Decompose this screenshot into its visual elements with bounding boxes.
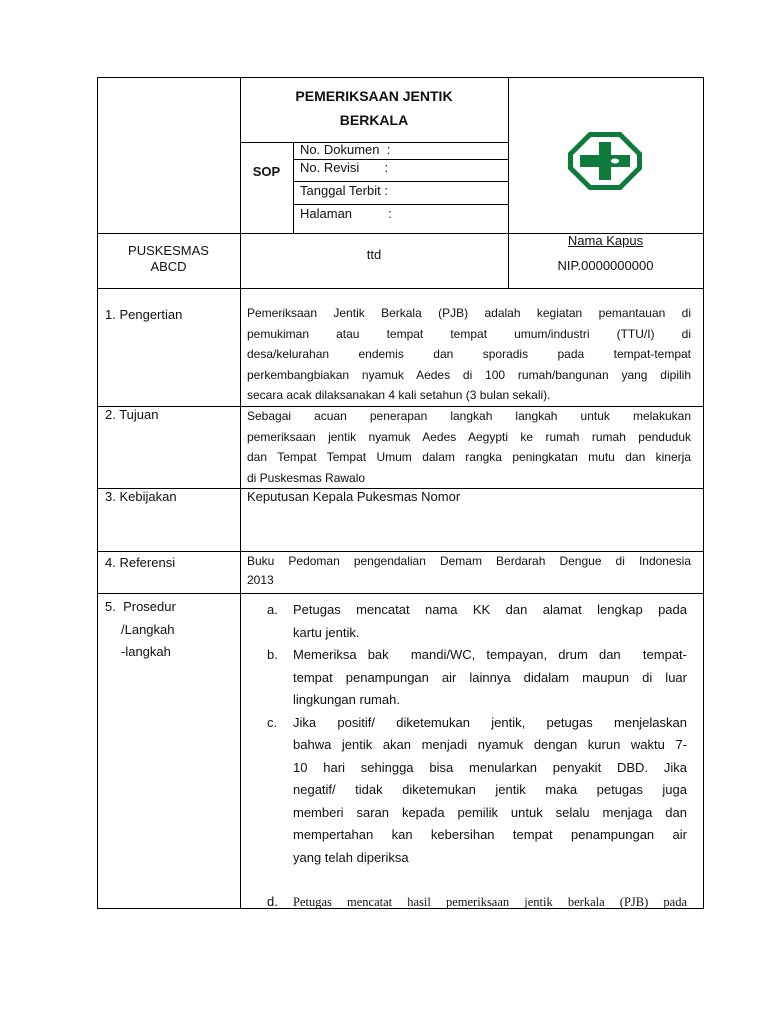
- doc-field-line-3: [293, 204, 508, 205]
- prosedur-item-line: memberi saran kepada pemilik untuk selalu menjaga dan: [293, 804, 687, 820]
- prosedur-item-b: [267, 644, 687, 712]
- tujuan-line-4: di Puskesmas Rawalo: [247, 470, 366, 485]
- doc-field-no-revisi: No. Revisi :: [300, 160, 389, 175]
- pengertian-line-4: perkembangbiakan nyamuk Aedes di 100 rumah/bangunan yang dipilih: [247, 367, 691, 382]
- prosedur-item-line: negatif/ tidak diketemukan jentik maka petugas juga: [293, 782, 687, 797]
- prosedur-item-d: [267, 891, 687, 914]
- pengertian-line-5: secara acak dilaksanakan 4 kali setahun (3 bulan sekali).: [247, 388, 551, 402]
- table-border-org-bottom: [97, 288, 704, 289]
- prosedur-item-line: 10 hari sehingga bisa menularkan penyakit DBD. Jika: [293, 759, 687, 775]
- doc-field-tanggal-terbit: Tanggal Terbit :: [300, 183, 388, 198]
- table-border-top: [97, 77, 704, 78]
- pengertian-line-1: Pemeriksaan Jentik Berkala (PJB) adalah kegiatan pemantauan di: [247, 306, 691, 320]
- tujuan-line-2: pemeriksaan jentik nyamuk Aedes Aegypti ke rumah rumah penduduk: [247, 429, 691, 444]
- prosedur-item-line: Petugas mencatat nama KK dan alamat lengkap pada: [293, 602, 687, 617]
- prosedur-list: [267, 599, 687, 914]
- head-nip: NIP.0000000000: [557, 258, 654, 273]
- prosedur-item-a: [267, 599, 687, 644]
- section-label-referensi: 4. Referensi: [105, 555, 176, 570]
- document-title-line-1: PEMERIKSAAN JENTIK: [295, 88, 453, 104]
- pengertian-line-3: desa/kelurahan endemis dan sporadis pada tempat-tempat: [247, 347, 691, 361]
- org-name: [97, 243, 240, 275]
- prosedur-item-marker: a.: [267, 602, 278, 617]
- referensi-line-2: 2013: [247, 573, 274, 587]
- section-label-pengertian: 1. Pengertian: [105, 307, 183, 322]
- section-body-kebijakan: Keputusan Kepala Pukesmas Nomor: [247, 489, 461, 504]
- prosedur-label-line-2: /Langkah: [121, 621, 175, 637]
- tujuan-line-1: Sebagai acuan penerapan langkah langkah untuk melakukan: [247, 409, 691, 423]
- section-label-tujuan: 2. Tujuan: [105, 407, 159, 422]
- puskesmas-cross-logo-icon: [567, 131, 643, 191]
- prosedur-item-line: mempertahan kan kebersihan tempat penampungan air: [293, 827, 687, 842]
- prosedur-label-line-3: -langkah: [121, 644, 171, 659]
- prosedur-item-marker: d.: [267, 894, 278, 909]
- prosedur-item-marker: c.: [267, 714, 278, 730]
- document-title: [240, 84, 508, 132]
- doc-field-line-2: [293, 181, 508, 182]
- doc-field-no-dokumen: No. Dokumen :: [300, 142, 391, 157]
- section-label-kebijakan: 3. Kebijakan: [105, 489, 177, 504]
- prosedur-item-line: Jika positif/ diketemukan jentik, petugas menjelaskan: [293, 714, 687, 730]
- tujuan-line-3: dan Tempat Tempat Umum dalam rangka peningkatan mutu dan kinerja: [247, 450, 691, 464]
- table-border-referensi-bottom: [97, 593, 704, 594]
- prosedur-item-line: tempat penampungan air lainnya didalam maupun di luar: [293, 669, 687, 685]
- document-title-line-2: BERKALA: [339, 112, 409, 128]
- org-name-line-2: ABCD: [150, 259, 187, 274]
- sop-column-divider: [293, 142, 294, 233]
- pengertian-line-2: pemukiman atau tempat tempat umum/industri (TTU/I) di: [247, 326, 691, 341]
- signature-text: ttd: [366, 247, 382, 262]
- prosedur-item-line: lingkungan rumah.: [293, 692, 400, 707]
- table-border-left: [97, 77, 98, 909]
- doc-field-halaman: Halaman :: [300, 206, 392, 221]
- prosedur-item-line: kartu jentik.: [293, 624, 360, 640]
- header-right-divider: [508, 77, 509, 288]
- label-column-divider: [240, 77, 241, 909]
- prosedur-item-line: Memeriksa bak mandi/WC, tempayan, drum dan tempat-: [293, 647, 687, 662]
- section-body-referensi: [247, 552, 691, 590]
- prosedur-label-line-1: 5. Prosedur: [105, 599, 176, 614]
- org-name-line-1: PUSKESMAS: [128, 243, 209, 258]
- table-border-right: [703, 77, 704, 909]
- prosedur-item-line: bahwa jentik akan menjadi nyamuk dengan kurun waktu 7-: [293, 737, 687, 752]
- prosedur-item-marker: b.: [267, 647, 278, 662]
- prosedur-item-line: yang telah diperiksa: [293, 849, 409, 865]
- section-body-pengertian: [247, 303, 691, 406]
- referensi-line-1: Buku Pedoman pengendalian Demam Berdarah Dengue di Indonesia: [247, 554, 691, 568]
- prosedur-item-c: [267, 712, 687, 870]
- section-label-prosedur: [105, 596, 176, 664]
- sop-label: SOP: [252, 164, 281, 179]
- section-body-tujuan: [247, 406, 691, 488]
- head-title: Nama Kapus: [567, 233, 644, 248]
- prosedur-item-line: Petugas mencatat hasil pemeriksaan jentik berkala (PJB) pada: [293, 895, 687, 909]
